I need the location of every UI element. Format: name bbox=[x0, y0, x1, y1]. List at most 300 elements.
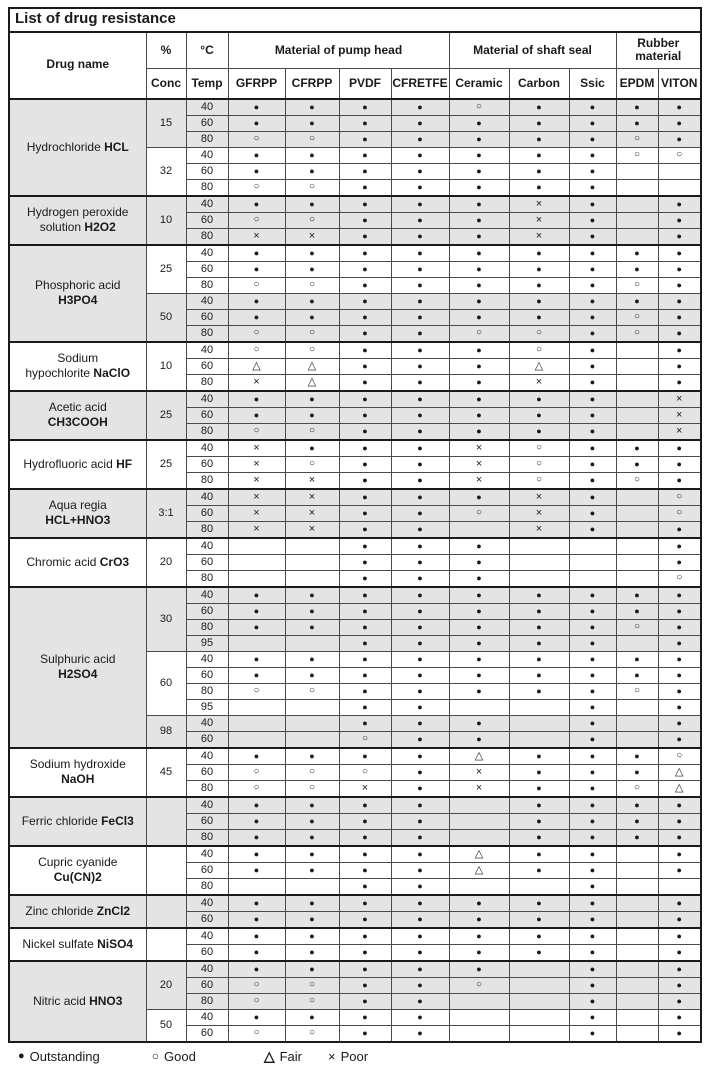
resistance-symbol: ● bbox=[676, 117, 682, 128]
resistance-symbol: ● bbox=[536, 409, 542, 420]
resistance-cell bbox=[391, 1025, 449, 1042]
resistance-symbol: ○ bbox=[633, 311, 641, 322]
resistance-symbol: ● bbox=[417, 540, 423, 551]
resistance-cell bbox=[569, 878, 616, 895]
resistance-symbol: ● bbox=[676, 230, 682, 241]
resistance-cell bbox=[285, 928, 339, 945]
resistance-symbol: × bbox=[475, 441, 483, 454]
temp-cell: 60 bbox=[186, 603, 228, 619]
resistance-cell bbox=[616, 538, 658, 555]
resistance-cell bbox=[616, 780, 658, 797]
resistance-cell bbox=[569, 846, 616, 863]
resistance-symbol: × bbox=[535, 197, 543, 210]
resistance-symbol: ● bbox=[476, 425, 482, 436]
resistance-cell bbox=[569, 587, 616, 604]
resistance-symbol: ○ bbox=[253, 344, 260, 355]
resistance-symbol: ● bbox=[417, 360, 423, 371]
legend-item-fair bbox=[264, 1048, 302, 1065]
resistance-symbol: ● bbox=[476, 165, 482, 176]
resistance-cell bbox=[391, 683, 449, 699]
resistance-symbol: ○ bbox=[633, 782, 641, 793]
resistance-cell bbox=[509, 911, 569, 928]
resistance-cell bbox=[658, 277, 701, 293]
table-title: List of drug resistance bbox=[9, 8, 701, 32]
resistance-symbol: ● bbox=[417, 848, 423, 859]
resistance-symbol: ● bbox=[417, 782, 423, 793]
resistance-cell bbox=[391, 374, 449, 391]
resistance-cell bbox=[339, 977, 391, 993]
conc-cell: 98 bbox=[146, 715, 186, 748]
resistance-cell bbox=[391, 780, 449, 797]
resistance-cell bbox=[509, 521, 569, 538]
resistance-cell bbox=[391, 440, 449, 457]
resistance-cell bbox=[569, 309, 616, 325]
resistance-cell bbox=[449, 325, 509, 342]
resistance-cell bbox=[228, 440, 285, 457]
resistance-cell bbox=[616, 407, 658, 423]
resistance-cell bbox=[658, 603, 701, 619]
resistance-cell bbox=[449, 715, 509, 731]
resistance-cell bbox=[616, 911, 658, 928]
resistance-symbol: ● bbox=[536, 766, 542, 777]
resistance-symbol: ● bbox=[536, 181, 542, 192]
resistance-cell bbox=[449, 731, 509, 748]
resistance-cell bbox=[658, 407, 701, 423]
resistance-cell bbox=[391, 407, 449, 423]
resistance-cell bbox=[509, 587, 569, 604]
resistance-cell bbox=[391, 895, 449, 912]
resistance-cell bbox=[339, 928, 391, 945]
resistance-symbol: ● bbox=[253, 311, 260, 322]
resistance-symbol: ● bbox=[417, 701, 423, 712]
resistance-cell bbox=[658, 862, 701, 878]
resistance-symbol: ○ bbox=[633, 327, 641, 338]
resistance-symbol: ● bbox=[536, 848, 542, 859]
resistance-cell bbox=[285, 813, 339, 829]
resistance-symbol: ● bbox=[309, 117, 315, 128]
resistance-symbol: ● bbox=[589, 733, 596, 744]
resistance-cell bbox=[509, 261, 569, 277]
temp-cell: 60 bbox=[186, 813, 228, 829]
resistance-symbol: ● bbox=[589, 458, 596, 469]
resistance-symbol: ● bbox=[362, 979, 368, 990]
resistance-cell bbox=[285, 977, 339, 993]
resistance-cell bbox=[285, 179, 339, 196]
resistance-cell bbox=[658, 780, 701, 797]
resistance-cell bbox=[391, 293, 449, 309]
resistance-cell bbox=[569, 261, 616, 277]
resistance-cell bbox=[569, 862, 616, 878]
resistance-symbol: ● bbox=[589, 799, 596, 810]
resistance-cell bbox=[658, 944, 701, 961]
temp-cell: 80 bbox=[186, 131, 228, 147]
resistance-symbol: ● bbox=[309, 653, 315, 664]
resistance-symbol: ○ bbox=[308, 133, 316, 144]
resistance-symbol: ○ bbox=[475, 507, 483, 518]
resistance-symbol: × bbox=[475, 765, 483, 778]
resistance-cell bbox=[339, 570, 391, 587]
resistance-symbol: ● bbox=[536, 799, 542, 810]
resistance-cell bbox=[285, 309, 339, 325]
resistance-symbol: ● bbox=[362, 653, 368, 664]
resistance-cell bbox=[339, 374, 391, 391]
resistance-cell bbox=[658, 342, 701, 359]
resistance-symbol: ○ bbox=[633, 279, 641, 290]
resistance-symbol: ● bbox=[676, 360, 682, 371]
resistance-cell bbox=[449, 147, 509, 163]
resistance-cell bbox=[616, 944, 658, 961]
resistance-cell bbox=[449, 342, 509, 359]
resistance-cell bbox=[449, 489, 509, 506]
resistance-symbol: ● bbox=[417, 897, 423, 908]
resistance-cell bbox=[616, 715, 658, 731]
col-header-cfrpp: CFRPP bbox=[285, 69, 339, 99]
temp-cell: 40 bbox=[186, 196, 228, 213]
resistance-symbol: ● bbox=[362, 701, 368, 712]
resistance-symbol: ● bbox=[253, 295, 260, 306]
drug-name-cell: Hydrogen peroxide solution H2O2 bbox=[9, 196, 146, 245]
resistance-cell bbox=[616, 131, 658, 147]
resistance-symbol: ○ bbox=[253, 782, 260, 793]
drug-name-cell: Hydrochloride HCL bbox=[9, 99, 146, 196]
resistance-cell bbox=[569, 928, 616, 945]
resistance-cell bbox=[509, 472, 569, 489]
resistance-cell bbox=[391, 99, 449, 116]
resistance-symbol: ● bbox=[536, 750, 542, 761]
resistance-cell bbox=[658, 587, 701, 604]
outstanding-icon: ● bbox=[18, 1050, 25, 1062]
resistance-symbol: ● bbox=[362, 589, 368, 600]
resistance-cell bbox=[616, 472, 658, 489]
col-header-drug-name: Drug name bbox=[9, 32, 146, 99]
resistance-cell bbox=[449, 472, 509, 489]
resistance-symbol: ● bbox=[253, 946, 260, 957]
resistance-cell bbox=[658, 163, 701, 179]
resistance-symbol: ● bbox=[309, 311, 315, 322]
resistance-cell bbox=[569, 472, 616, 489]
temp-cell: 40 bbox=[186, 391, 228, 408]
resistance-cell bbox=[569, 245, 616, 262]
resistance-cell bbox=[339, 521, 391, 538]
resistance-symbol: ● bbox=[676, 474, 682, 485]
resistance-cell bbox=[228, 358, 285, 374]
resistance-symbol: ● bbox=[676, 458, 682, 469]
resistance-cell bbox=[391, 667, 449, 683]
resistance-cell bbox=[658, 961, 701, 978]
resistance-cell bbox=[285, 228, 339, 245]
resistance-cell bbox=[616, 115, 658, 131]
conc-cell bbox=[146, 928, 186, 961]
resistance-cell bbox=[616, 587, 658, 604]
resistance-symbol: ● bbox=[676, 263, 682, 274]
resistance-cell bbox=[228, 131, 285, 147]
resistance-symbol: ● bbox=[589, 701, 596, 712]
resistance-cell bbox=[449, 977, 509, 993]
resistance-cell bbox=[658, 131, 701, 147]
resistance-cell bbox=[391, 115, 449, 131]
resistance-symbol: ● bbox=[536, 605, 542, 616]
resistance-cell bbox=[339, 731, 391, 748]
resistance-symbol: ● bbox=[476, 733, 482, 744]
resistance-cell bbox=[228, 228, 285, 245]
resistance-symbol: ● bbox=[417, 101, 423, 112]
resistance-symbol: ● bbox=[536, 247, 542, 258]
resistance-cell bbox=[339, 277, 391, 293]
resistance-cell bbox=[228, 423, 285, 440]
resistance-cell bbox=[391, 423, 449, 440]
table-row bbox=[9, 895, 701, 912]
resistance-symbol: ● bbox=[589, 491, 596, 502]
resistance-symbol: ● bbox=[589, 605, 596, 616]
good-icon: ○ bbox=[151, 1049, 160, 1063]
resistance-cell bbox=[616, 862, 658, 878]
resistance-symbol: ● bbox=[676, 311, 682, 322]
resistance-cell bbox=[449, 993, 509, 1009]
resistance-symbol: ○ bbox=[308, 425, 316, 436]
resistance-symbol: ● bbox=[676, 733, 682, 744]
resistance-cell bbox=[658, 977, 701, 993]
resistance-symbol: ● bbox=[417, 442, 423, 453]
resistance-symbol: ● bbox=[417, 946, 423, 957]
legend-label: Poor bbox=[340, 1048, 369, 1064]
resistance-symbol: ● bbox=[362, 133, 368, 144]
resistance-cell bbox=[449, 928, 509, 945]
resistance-cell bbox=[285, 99, 339, 116]
resistance-symbol: × bbox=[308, 473, 316, 486]
resistance-cell bbox=[658, 228, 701, 245]
resistance-cell bbox=[228, 748, 285, 765]
resistance-symbol: ● bbox=[253, 930, 260, 941]
resistance-symbol: ● bbox=[536, 685, 542, 696]
resistance-cell bbox=[285, 115, 339, 131]
resistance-symbol: ● bbox=[476, 717, 482, 728]
resistance-symbol: ● bbox=[476, 621, 482, 632]
resistance-symbol: ● bbox=[476, 230, 482, 241]
resistance-symbol: ● bbox=[676, 376, 682, 387]
resistance-symbol: ● bbox=[536, 311, 542, 322]
resistance-cell bbox=[569, 1025, 616, 1042]
resistance-cell bbox=[449, 293, 509, 309]
resistance-cell bbox=[285, 196, 339, 213]
resistance-cell bbox=[339, 440, 391, 457]
resistance-symbol: ● bbox=[676, 701, 682, 712]
resistance-cell bbox=[339, 163, 391, 179]
resistance-symbol: ○ bbox=[253, 181, 260, 192]
resistance-cell bbox=[616, 489, 658, 506]
resistance-cell bbox=[228, 699, 285, 715]
resistance-cell bbox=[285, 715, 339, 731]
drug-name-cell: Nickel sulfate NiSO4 bbox=[9, 928, 146, 961]
drug-name-cell: Hydrofluoric acid HF bbox=[9, 440, 146, 489]
resistance-cell bbox=[616, 374, 658, 391]
resistance-cell bbox=[616, 846, 658, 863]
resistance-symbol: ● bbox=[676, 523, 682, 534]
resistance-cell bbox=[569, 99, 616, 116]
resistance-symbol: ● bbox=[309, 831, 315, 842]
resistance-symbol: ● bbox=[309, 669, 315, 680]
resistance-cell bbox=[449, 961, 509, 978]
resistance-cell bbox=[509, 829, 569, 846]
resistance-symbol: ○ bbox=[633, 149, 641, 160]
temp-cell: 40 bbox=[186, 928, 228, 945]
temp-cell: 40 bbox=[186, 961, 228, 978]
resistance-cell bbox=[616, 878, 658, 895]
resistance-cell bbox=[569, 407, 616, 423]
resistance-symbol: ● bbox=[417, 799, 423, 810]
table-row bbox=[9, 245, 701, 262]
resistance-symbol: ● bbox=[309, 815, 315, 826]
resistance-cell bbox=[658, 651, 701, 667]
resistance-symbol: ● bbox=[417, 766, 423, 777]
resistance-symbol: ● bbox=[536, 149, 542, 160]
resistance-symbol: ● bbox=[536, 117, 542, 128]
resistance-symbol: ● bbox=[417, 930, 423, 941]
col-header-cfretfe: CFRETFE bbox=[391, 69, 449, 99]
resistance-symbol: ● bbox=[362, 963, 368, 974]
resistance-symbol: ● bbox=[676, 799, 682, 810]
resistance-symbol: ○ bbox=[308, 1027, 316, 1038]
resistance-cell bbox=[391, 993, 449, 1009]
resistance-cell bbox=[449, 391, 509, 408]
resistance-symbol: ● bbox=[362, 279, 368, 290]
resistance-cell bbox=[509, 813, 569, 829]
resistance-symbol: ● bbox=[536, 589, 542, 600]
resistance-symbol: ○ bbox=[253, 1027, 260, 1038]
resistance-cell bbox=[569, 131, 616, 147]
temp-cell: 80 bbox=[186, 683, 228, 699]
resistance-cell bbox=[658, 440, 701, 457]
resistance-cell bbox=[449, 212, 509, 228]
resistance-symbol: ● bbox=[589, 930, 596, 941]
resistance-cell bbox=[509, 374, 569, 391]
resistance-symbol: ● bbox=[417, 589, 423, 600]
resistance-cell bbox=[449, 651, 509, 667]
resistance-symbol: ● bbox=[676, 295, 682, 306]
resistance-symbol: ● bbox=[417, 979, 423, 990]
resistance-cell bbox=[285, 325, 339, 342]
resistance-cell bbox=[285, 911, 339, 928]
resistance-cell bbox=[285, 505, 339, 521]
resistance-symbol: ● bbox=[589, 897, 596, 908]
drug-name-cell: Acetic acid CH3COOH bbox=[9, 391, 146, 440]
resistance-symbol: ● bbox=[362, 247, 368, 258]
resistance-cell bbox=[228, 342, 285, 359]
resistance-cell bbox=[391, 212, 449, 228]
resistance-cell bbox=[391, 651, 449, 667]
resistance-symbol: ● bbox=[253, 750, 260, 761]
resistance-symbol: ● bbox=[589, 979, 596, 990]
resistance-cell bbox=[339, 895, 391, 912]
resistance-cell bbox=[285, 846, 339, 863]
resistance-cell bbox=[616, 570, 658, 587]
resistance-symbol: ● bbox=[362, 669, 368, 680]
resistance-cell bbox=[569, 374, 616, 391]
resistance-cell bbox=[509, 699, 569, 715]
resistance-symbol: ● bbox=[476, 653, 482, 664]
resistance-cell bbox=[339, 342, 391, 359]
resistance-cell bbox=[391, 391, 449, 408]
resistance-symbol: ● bbox=[476, 247, 482, 258]
resistance-cell bbox=[339, 1025, 391, 1042]
resistance-symbol: ● bbox=[589, 327, 596, 338]
resistance-symbol: ● bbox=[253, 605, 260, 616]
resistance-cell bbox=[339, 309, 391, 325]
resistance-cell bbox=[228, 521, 285, 538]
resistance-cell bbox=[339, 651, 391, 667]
resistance-cell bbox=[339, 683, 391, 699]
resistance-cell bbox=[285, 245, 339, 262]
resistance-cell bbox=[616, 683, 658, 699]
resistance-cell bbox=[658, 1025, 701, 1042]
resistance-cell bbox=[285, 895, 339, 912]
resistance-cell bbox=[339, 1009, 391, 1025]
resistance-cell bbox=[285, 764, 339, 780]
temp-cell: 80 bbox=[186, 472, 228, 489]
resistance-cell bbox=[391, 342, 449, 359]
resistance-cell bbox=[509, 505, 569, 521]
resistance-cell bbox=[449, 538, 509, 555]
resistance-cell bbox=[449, 797, 509, 814]
resistance-cell bbox=[569, 603, 616, 619]
resistance-cell bbox=[285, 293, 339, 309]
temp-cell: 80 bbox=[186, 619, 228, 635]
temp-cell: 95 bbox=[186, 699, 228, 715]
drug-name-cell: Sodium hypochlorite NaClO bbox=[9, 342, 146, 391]
resistance-symbol: ● bbox=[536, 425, 542, 436]
resistance-cell bbox=[285, 391, 339, 408]
resistance-cell bbox=[391, 325, 449, 342]
conc-cell bbox=[146, 895, 186, 928]
resistance-cell bbox=[569, 683, 616, 699]
resistance-symbol: ● bbox=[309, 198, 315, 209]
resistance-cell bbox=[658, 374, 701, 391]
resistance-symbol: ● bbox=[417, 831, 423, 842]
resistance-symbol: ● bbox=[417, 198, 423, 209]
resistance-symbol: ○ bbox=[633, 133, 641, 144]
resistance-symbol: ● bbox=[676, 1027, 682, 1038]
resistance-cell bbox=[509, 293, 569, 309]
resistance-cell bbox=[391, 862, 449, 878]
resistance-symbol: ● bbox=[589, 782, 596, 793]
resistance-cell bbox=[509, 1025, 569, 1042]
resistance-symbol: ● bbox=[476, 181, 482, 192]
resistance-symbol: ○ bbox=[308, 279, 316, 290]
resistance-symbol: ● bbox=[589, 848, 596, 859]
resistance-cell bbox=[509, 309, 569, 325]
resistance-cell bbox=[509, 554, 569, 570]
resistance-cell bbox=[509, 878, 569, 895]
resistance-symbol: ● bbox=[476, 149, 482, 160]
temp-cell: 60 bbox=[186, 977, 228, 993]
resistance-symbol: ○ bbox=[308, 979, 316, 990]
resistance-cell bbox=[569, 944, 616, 961]
resistance-symbol: ● bbox=[676, 979, 682, 990]
resistance-cell bbox=[569, 277, 616, 293]
resistance-cell bbox=[285, 358, 339, 374]
resistance-cell bbox=[285, 456, 339, 472]
resistance-symbol: ● bbox=[309, 621, 315, 632]
table-row bbox=[9, 961, 701, 978]
resistance-cell bbox=[339, 538, 391, 555]
resistance-cell bbox=[391, 489, 449, 506]
resistance-symbol: ● bbox=[476, 637, 482, 648]
resistance-symbol: ● bbox=[417, 230, 423, 241]
resistance-cell bbox=[569, 391, 616, 408]
resistance-cell bbox=[228, 212, 285, 228]
resistance-symbol: △ bbox=[307, 375, 317, 388]
resistance-cell bbox=[616, 977, 658, 993]
resistance-symbol: ● bbox=[417, 815, 423, 826]
